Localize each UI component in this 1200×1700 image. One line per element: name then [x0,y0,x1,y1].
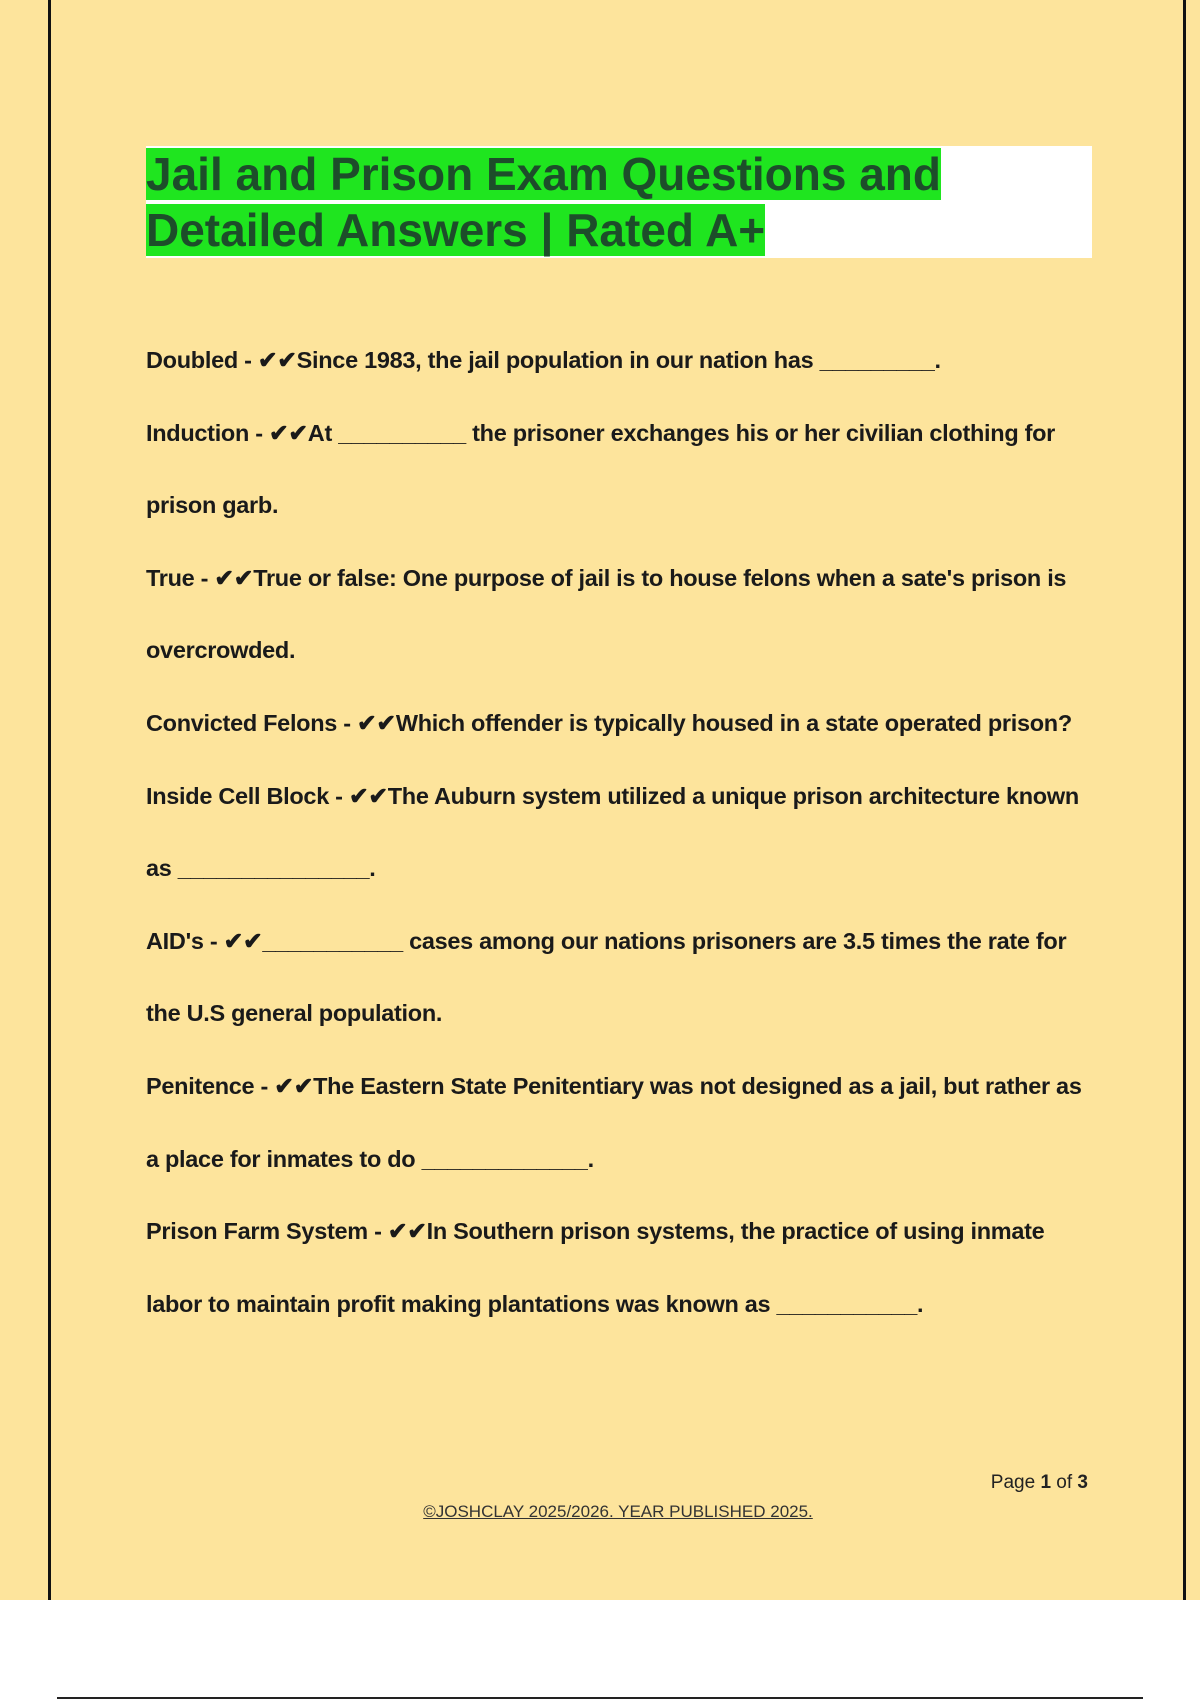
next-page-top-rule [57,1697,1143,1699]
copyright-footer: ©JOSHCLAY 2025/2026. YEAR PUBLISHED 2025. [423,1502,813,1521]
page-number [900,1472,1088,1494]
qa-list [146,324,1092,1340]
page-number-prefix: Page [990,1472,1041,1493]
page-title [146,146,1092,258]
qa-item: AID's - ✔✔___________ cases among our nations prisoners are 3.5 times the rate for the U.S general population. [146,927,1067,1027]
page-number-of: of [1051,1472,1078,1493]
qa-item: Induction - ✔✔At __________ the prisoner exchanges his or her civilian clothing for prison garb. [146,419,1056,519]
page-number-total: 3 [1077,1472,1088,1493]
qa-item: Doubled - ✔✔Since 1983, the jail population in our nation has _________. [146,347,941,373]
title-block [146,146,1092,258]
page-right-border [1183,0,1186,1600]
page-left-border [48,0,51,1600]
title-line-1: Jail and Prison Exam Questions and [146,148,942,200]
qa-item: Prison Farm System - ✔✔In Southern prison systems, the practice of using inmate labor to maintain profit making plantations was known as ___________. [146,1218,1045,1317]
qa-item: Inside Cell Block - ✔✔The Auburn system utilized a unique prison architecture known as _______________. [146,782,1079,882]
title-line-2: Detailed Answers | Rated A+ [146,204,766,256]
qa-item: Convicted Felons - ✔✔Which offender is typically housed in a state operated prison? [146,709,1072,736]
qa-item: Penitence - ✔✔The Eastern State Penitentiary was not designed as a jail, but rather as a place for inmates to do _____________. [146,1072,1082,1172]
qa-item: True - ✔✔True or false: One purpose of jail is to house felons when a sate's prison is overcrowded. [146,564,1067,664]
page-number-current: 1 [1040,1472,1052,1493]
